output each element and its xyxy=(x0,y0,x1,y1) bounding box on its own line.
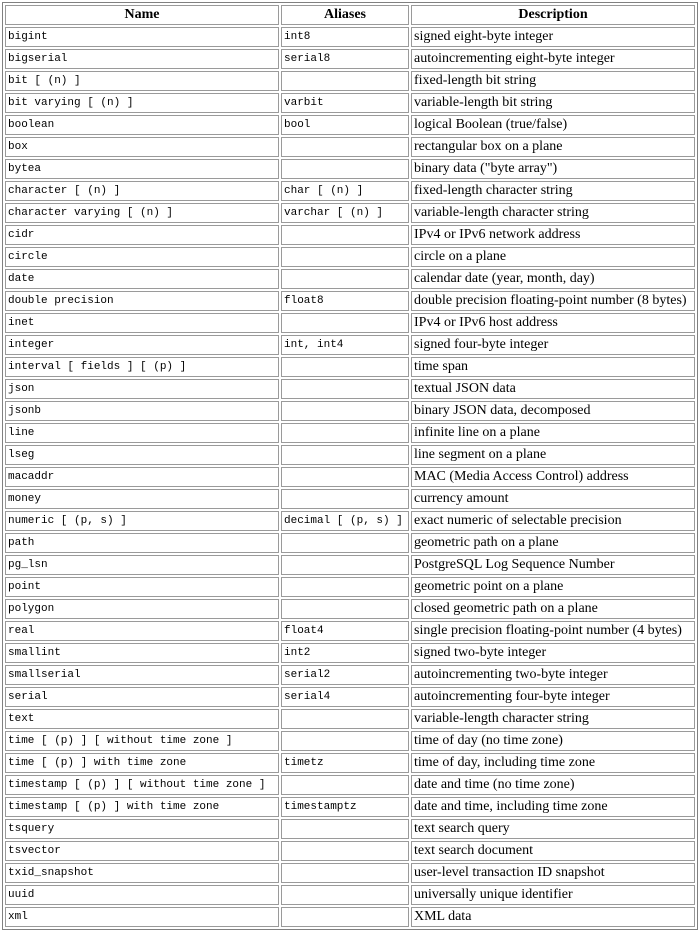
type-description-cell: single precision floating-point number (4 bytes) xyxy=(411,621,695,641)
type-name-cell: uuid xyxy=(5,885,279,905)
type-name-cell: serial xyxy=(5,687,279,707)
type-name-cell: circle xyxy=(5,247,279,267)
type-description-cell: autoincrementing four-byte integer xyxy=(411,687,695,707)
header-description: Description xyxy=(411,5,695,25)
type-description-cell: fixed-length bit string xyxy=(411,71,695,91)
type-name-cell: pg_lsn xyxy=(5,555,279,575)
type-description-cell: signed two-byte integer xyxy=(411,643,695,663)
table-row xyxy=(5,445,695,465)
type-description-cell: date and time (no time zone) xyxy=(411,775,695,795)
table-row xyxy=(5,313,695,333)
type-aliases-cell xyxy=(281,709,409,729)
type-aliases-cell xyxy=(281,71,409,91)
type-name-cell: interval [ fields ] [ (p) ] xyxy=(5,357,279,377)
table-row xyxy=(5,225,695,245)
table-row xyxy=(5,467,695,487)
table-row xyxy=(5,291,695,311)
type-description-cell: user-level transaction ID snapshot xyxy=(411,863,695,883)
header-row xyxy=(5,5,695,25)
type-description-cell: binary data ("byte array") xyxy=(411,159,695,179)
type-aliases-cell: float4 xyxy=(281,621,409,641)
type-aliases-cell xyxy=(281,489,409,509)
table-row xyxy=(5,907,695,927)
type-description-cell: time span xyxy=(411,357,695,377)
type-aliases-cell xyxy=(281,599,409,619)
type-description-cell: universally unique identifier xyxy=(411,885,695,905)
type-name-cell: point xyxy=(5,577,279,597)
type-name-cell: text xyxy=(5,709,279,729)
type-aliases-cell: timestamptz xyxy=(281,797,409,817)
table-row xyxy=(5,181,695,201)
type-name-cell: bit varying [ (n) ] xyxy=(5,93,279,113)
type-description-cell: variable-length character string xyxy=(411,203,695,223)
type-description-cell: XML data xyxy=(411,907,695,927)
table-row xyxy=(5,753,695,773)
type-name-cell: line xyxy=(5,423,279,443)
type-aliases-cell: int2 xyxy=(281,643,409,663)
table-row xyxy=(5,49,695,69)
type-aliases-cell xyxy=(281,907,409,927)
type-description-cell: date and time, including time zone xyxy=(411,797,695,817)
type-aliases-cell: varchar [ (n) ] xyxy=(281,203,409,223)
table-row xyxy=(5,687,695,707)
table-row xyxy=(5,247,695,267)
type-aliases-cell: int8 xyxy=(281,27,409,47)
type-description-cell: variable-length bit string xyxy=(411,93,695,113)
type-aliases-cell: decimal [ (p, s) ] xyxy=(281,511,409,531)
table-row xyxy=(5,71,695,91)
table-row xyxy=(5,665,695,685)
type-description-cell: infinite line on a plane xyxy=(411,423,695,443)
type-description-cell: text search document xyxy=(411,841,695,861)
type-name-cell: bigserial xyxy=(5,49,279,69)
type-description-cell: circle on a plane xyxy=(411,247,695,267)
table-row xyxy=(5,357,695,377)
table-row xyxy=(5,137,695,157)
type-description-cell: signed four-byte integer xyxy=(411,335,695,355)
type-name-cell: timestamp [ (p) ] [ without time zone ] xyxy=(5,775,279,795)
header-name: Name xyxy=(5,5,279,25)
type-aliases-cell: int, int4 xyxy=(281,335,409,355)
type-description-cell: time of day, including time zone xyxy=(411,753,695,773)
table-row xyxy=(5,93,695,113)
table-row xyxy=(5,863,695,883)
table-row xyxy=(5,775,695,795)
type-name-cell: box xyxy=(5,137,279,157)
type-aliases-cell xyxy=(281,137,409,157)
type-aliases-cell xyxy=(281,467,409,487)
type-description-cell: exact numeric of selectable precision xyxy=(411,511,695,531)
type-description-cell: autoincrementing two-byte integer xyxy=(411,665,695,685)
table-row xyxy=(5,577,695,597)
type-aliases-cell: serial4 xyxy=(281,687,409,707)
type-description-cell: currency amount xyxy=(411,489,695,509)
type-name-cell: polygon xyxy=(5,599,279,619)
type-aliases-cell: bool xyxy=(281,115,409,135)
table-row xyxy=(5,533,695,553)
type-name-cell: smallint xyxy=(5,643,279,663)
type-aliases-cell xyxy=(281,731,409,751)
header-aliases: Aliases xyxy=(281,5,409,25)
type-description-cell: text search query xyxy=(411,819,695,839)
table-row xyxy=(5,511,695,531)
type-name-cell: real xyxy=(5,621,279,641)
type-description-cell: geometric path on a plane xyxy=(411,533,695,553)
type-aliases-cell xyxy=(281,225,409,245)
type-aliases-cell xyxy=(281,423,409,443)
type-name-cell: date xyxy=(5,269,279,289)
table-row xyxy=(5,555,695,575)
table-row xyxy=(5,27,695,47)
type-aliases-cell: serial2 xyxy=(281,665,409,685)
type-description-cell: MAC (Media Access Control) address xyxy=(411,467,695,487)
type-description-cell: PostgreSQL Log Sequence Number xyxy=(411,555,695,575)
type-description-cell: IPv4 or IPv6 network address xyxy=(411,225,695,245)
table-row xyxy=(5,379,695,399)
type-description-cell: variable-length character string xyxy=(411,709,695,729)
type-description-cell: geometric point on a plane xyxy=(411,577,695,597)
type-name-cell: numeric [ (p, s) ] xyxy=(5,511,279,531)
type-description-cell: autoincrementing eight-byte integer xyxy=(411,49,695,69)
type-name-cell: bit [ (n) ] xyxy=(5,71,279,91)
type-aliases-cell xyxy=(281,269,409,289)
type-description-cell: logical Boolean (true/false) xyxy=(411,115,695,135)
type-description-cell: double precision floating-point number (8 bytes) xyxy=(411,291,695,311)
type-description-cell: textual JSON data xyxy=(411,379,695,399)
type-name-cell: timestamp [ (p) ] with time zone xyxy=(5,797,279,817)
table-row xyxy=(5,401,695,421)
table-row xyxy=(5,841,695,861)
type-description-cell: calendar date (year, month, day) xyxy=(411,269,695,289)
type-aliases-cell xyxy=(281,819,409,839)
type-name-cell: money xyxy=(5,489,279,509)
type-name-cell: time [ (p) ] with time zone xyxy=(5,753,279,773)
type-name-cell: double precision xyxy=(5,291,279,311)
type-name-cell: bigint xyxy=(5,27,279,47)
type-description-cell: signed eight-byte integer xyxy=(411,27,695,47)
type-description-cell: fixed-length character string xyxy=(411,181,695,201)
type-aliases-cell xyxy=(281,533,409,553)
type-name-cell: jsonb xyxy=(5,401,279,421)
type-name-cell: boolean xyxy=(5,115,279,135)
type-aliases-cell xyxy=(281,247,409,267)
type-description-cell: closed geometric path on a plane xyxy=(411,599,695,619)
type-description-cell: time of day (no time zone) xyxy=(411,731,695,751)
table-row xyxy=(5,489,695,509)
type-aliases-cell xyxy=(281,445,409,465)
type-name-cell: path xyxy=(5,533,279,553)
table-row xyxy=(5,731,695,751)
type-name-cell: txid_snapshot xyxy=(5,863,279,883)
type-aliases-cell xyxy=(281,401,409,421)
type-aliases-cell xyxy=(281,357,409,377)
type-aliases-cell xyxy=(281,159,409,179)
type-aliases-cell: serial8 xyxy=(281,49,409,69)
type-aliases-cell xyxy=(281,555,409,575)
type-name-cell: macaddr xyxy=(5,467,279,487)
type-name-cell: character [ (n) ] xyxy=(5,181,279,201)
type-aliases-cell xyxy=(281,313,409,333)
type-name-cell: bytea xyxy=(5,159,279,179)
type-name-cell: tsquery xyxy=(5,819,279,839)
table-row xyxy=(5,335,695,355)
type-name-cell: tsvector xyxy=(5,841,279,861)
type-aliases-cell: float8 xyxy=(281,291,409,311)
type-aliases-cell: char [ (n) ] xyxy=(281,181,409,201)
table-row xyxy=(5,885,695,905)
table-row xyxy=(5,797,695,817)
table-row xyxy=(5,423,695,443)
table-row xyxy=(5,709,695,729)
type-name-cell: character varying [ (n) ] xyxy=(5,203,279,223)
type-description-cell: IPv4 or IPv6 host address xyxy=(411,313,695,333)
type-name-cell: xml xyxy=(5,907,279,927)
type-description-cell: rectangular box on a plane xyxy=(411,137,695,157)
type-aliases-cell xyxy=(281,885,409,905)
type-description-cell: line segment on a plane xyxy=(411,445,695,465)
table-row xyxy=(5,621,695,641)
type-aliases-cell xyxy=(281,379,409,399)
table-row xyxy=(5,269,695,289)
type-name-cell: integer xyxy=(5,335,279,355)
type-description-cell: binary JSON data, decomposed xyxy=(411,401,695,421)
table-row xyxy=(5,643,695,663)
table-row xyxy=(5,203,695,223)
type-name-cell: inet xyxy=(5,313,279,333)
type-name-cell: lseg xyxy=(5,445,279,465)
table-row xyxy=(5,159,695,179)
type-aliases-cell xyxy=(281,841,409,861)
type-aliases-cell: varbit xyxy=(281,93,409,113)
table-row xyxy=(5,115,695,135)
type-aliases-cell xyxy=(281,863,409,883)
data-types-table xyxy=(2,2,698,930)
type-aliases-cell xyxy=(281,577,409,597)
type-aliases-cell xyxy=(281,775,409,795)
type-name-cell: cidr xyxy=(5,225,279,245)
table-row xyxy=(5,599,695,619)
table-row xyxy=(5,819,695,839)
type-aliases-cell: timetz xyxy=(281,753,409,773)
type-name-cell: json xyxy=(5,379,279,399)
type-name-cell: time [ (p) ] [ without time zone ] xyxy=(5,731,279,751)
type-name-cell: smallserial xyxy=(5,665,279,685)
